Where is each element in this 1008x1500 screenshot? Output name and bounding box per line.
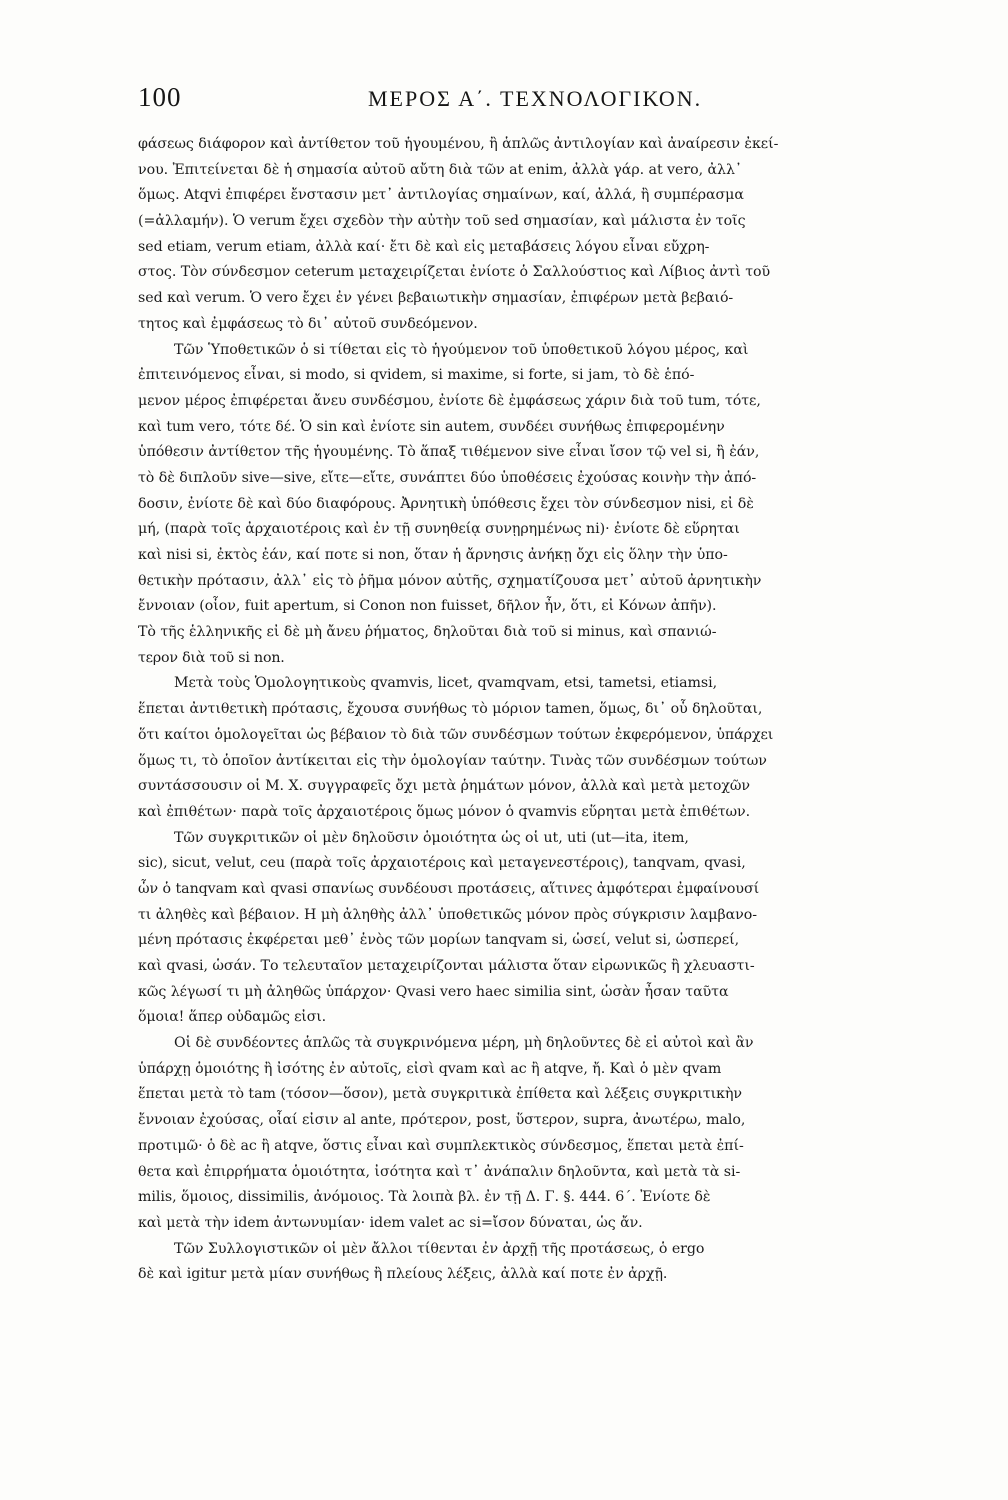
text-line: ὑπόθεσιν ἀντίθετον τῆς ἡγουμένης. Τὸ ἅπαξ τιθέμενον sive εἶναι ἴσον τῷ vel si, ἢ ἐάν,	[138, 444, 760, 461]
text-line: μενον μέρος ἐπιφέρεται ἄνευ συνδέσμου, ἐνίοτε δὲ ἐμφάσεως χάριν διὰ τοῦ tum, τότε,	[138, 392, 761, 409]
text-line: ὅμοια! ἅπερ οὐδαμῶς εἰσι.	[138, 1009, 326, 1026]
text-line: τητος καὶ ἐμφάσεως τὸ δι᾽ αὐτοῦ συνδεόμενον.	[138, 315, 478, 332]
text-line: τερον διὰ τοῦ si non.	[138, 649, 285, 666]
text-line: θετικὴν πρότασιν, ἀλλ᾽ εἰς τὸ ῥῆμα μόνον αὐτῆς, σχηματίζουσα μετ᾽ αὐτοῦ ἀρνητικὴν	[138, 572, 762, 589]
text-line: ἔννοιαν ἐχούσας, οἷαί εἰσιν al ante, πρότερον, post, ὕστερον, supra, ἀνωτέρω, malo,	[138, 1112, 746, 1129]
text-line: ὅτι καίτοι ὁμολογεῖται ὡς βέβαιον τὸ διὰ τῶν συνδέσμων τούτων ἐκφερόμενον, ὑπάρχει	[138, 726, 774, 743]
text-line: θετα καὶ ἐπιρρήματα ὁμοιότητα, ἰσότητα καὶ τ᾽ ἀνάπαλιν δηλοῦντα, καὶ μετὰ τὰ si-	[138, 1163, 741, 1180]
text-line: δοσιν, ἐνίοτε δὲ καὶ δύο διαφόρους. Ἀρνητικὴ ὑπόθεσις ἔχει τὸν σύνδεσμον nisi, εἰ δὲ	[138, 495, 754, 512]
text-line: ἐπιτεινόμενος εἶναι, si modo, si qvidem, si maxime, si forte, si jam, τὸ δὲ ἑπό-	[138, 367, 695, 384]
text-line: τι ἀληθὲς καὶ βέβαιον. Η μὴ ἀληθὴς ἀλλ᾽ ὑποθετικῶς μόνον πρὸς σύγκρισιν λαμβανο-	[138, 906, 757, 923]
text-line: Μετὰ τοὺς Ὁμολογητικοὺς qvamvis, licet, qvamqvam, etsi, tametsi, etiamsi,	[174, 675, 718, 692]
text-line: sed etiam, verum etiam, ἀλλὰ καί· ἔτι δὲ καὶ εἰς μεταβάσεις λόγου εἶναι εὔχρη-	[138, 238, 710, 255]
text-line: καὶ tum vero, τότε δέ. Ὁ sin καὶ ἐνίοτε sin autem, συνδέει συνήθως ἐπιφερομένην	[138, 418, 725, 435]
text-line: Τῶν συγκριτικῶν οἱ μὲν δηλοῦσιν ὁμοιότητα ὡς οἱ ut, uti (ut—ita, item,	[174, 829, 689, 846]
text-line: μένη πρότασις ἐκφέρεται μεθ᾽ ἑνὸς τῶν μορίων tanqvam si, ὡσεί, velut si, ὡσπερεί,	[138, 932, 740, 949]
text-line: ἔννοιαν (οἷον, fuit apertum, si Conon non fuisset, δῆλον ἦν, ὅτι, εἰ Κόνων ἀπῆν).	[138, 598, 717, 615]
body-text	[138, 132, 994, 1288]
text-line: τὸ δὲ διπλοῦν sive—sive, εἴτε—εἴτε, συνάπτει δύο ὑποθέσεις ἐχούσας κοινὴν τὴν ἀπό-	[138, 469, 757, 486]
text-line: προτιμῶ· ὁ δὲ ac ἢ atqve, ὅστις εἶναι καὶ συμπλεκτικὸς σύνδεσμος, ἕπεται μετὰ ἐπί-	[138, 1137, 744, 1154]
text-line: ὅμως. Atqvi ἐπιφέρει ἔνστασιν μετ᾽ ἀντιλογίας σημαίνων, καί, ἀλλά, ἢ συμπέρασμα	[138, 187, 744, 204]
text-line: milis, ὅμοιος, dissimilis, ἀνόμοιος. Τὰ λοιπὰ βλ. ἐν τῇ Δ. Γ. §. 444. 6΄. Ἐνίοτε δὲ	[138, 1189, 711, 1206]
text-line: καὶ qvasi, ὡσάν. Το τελευταῖον μεταχειρίζονται μάλιστα ὅταν εἰρωνικῶς ἢ χλευαστι-	[138, 958, 755, 974]
text-line: Τῶν Ὑποθετικῶν ὁ si τίθεται εἰς τὸ ἡγούμενον τοῦ ὑποθετικοῦ λόγου μέρος, καὶ	[174, 341, 749, 358]
text-line: Τῶν Συλλογιστικῶν οἱ μὲν ἄλλοι τίθενται ἐν ἀρχῇ τῆς προτάσεως, ὁ ergo	[174, 1240, 705, 1257]
running-head: ΜΕΡΟΣ Α΄. ΤΕΧΝΟΛΟΓΙΚΟΝ.	[368, 86, 703, 111]
text-line: sic), sicut, velut, ceu (παρὰ τοῖς ἀρχαιοτέροις καὶ μεταγενεστέροις), tanqvam, qvasi,	[138, 855, 746, 872]
text-line: νου. Ἐπιτείνεται δὲ ἡ σημασία αὐτοῦ αὔτη διὰ τῶν at enim, ἀλλὰ γάρ. at vero, ἀλλ᾽	[138, 161, 742, 178]
text-line: καὶ ἐπιθέτων· παρὰ τοῖς ἀρχαιοτέροις ὅμως μόνον ὁ qvamvis εὕρηται μετὰ ἐπιθέτων.	[138, 803, 751, 820]
page-header	[138, 82, 998, 122]
text-line: sed καὶ verum. Ὁ vero ἔχει ἐν γένει βεβαιωτικὴν σημασίαν, ἐπιφέρων μετὰ βεβαιό-	[138, 290, 734, 307]
text-line: φάσεως διάφορον καὶ ἀντίθετον τοῦ ἡγουμένου, ἢ ἁπλῶς ἀντιλογίαν καὶ ἀναίρεσιν ἐκεί-	[138, 136, 779, 152]
text-line: ὅμως τι, τὸ ὁποῖον ἀντίκειται εἰς τὴν ὁμολογίαν ταύτην. Τινὰς τῶν συνδέσμων τούτων	[138, 752, 767, 769]
text-line: κῶς λέγωσί τι μὴ ἀληθῶς ὑπάρχον· Qvasi vero haec similia sint, ὡσὰν ἦσαν ταῦτα	[138, 983, 729, 1000]
text-line: καὶ μετὰ τὴν idem ἀντωνυμίαν· idem valet ac si=ἴσον δύναται, ὡς ἄν.	[138, 1214, 643, 1231]
text-line: ὧν ὁ tanqvam καὶ qvasi σπανίως συνδέουσι προτάσεις, αἵτινες ἀμφότεραι ἐμφαίνουσί	[138, 880, 760, 897]
text-line: ἕπεται ἀντιθετικὴ πρότασις, ἔχουσα συνήθως τὸ μόριον tamen, ὅμως, δι᾽ οὗ δηλοῦται,	[138, 701, 763, 718]
text-line: συντάσσουσιν οἱ Μ. Χ. συγγραφεῖς ὄχι μετὰ ῥημάτων μόνον, ἀλλὰ καὶ μετὰ μετοχῶν	[138, 778, 751, 795]
page-number: 100	[138, 82, 182, 112]
text-line: Οἱ δὲ συνδέοντες ἁπλῶς τὰ συγκρινόμενα μέρη, μὴ δηλοῦντες δὲ εἰ αὐτοὶ καὶ ἂν	[174, 1035, 754, 1052]
text-line: ἕπεται μετὰ τὸ tam (τόσον—ὅσον), μετὰ συγκριτικὰ ἐπίθετα καὶ λέξεις συγκριτικὴν	[138, 1086, 742, 1103]
text-line: (=ἀλλαμήν). Ὁ verum ἔχει σχεδὸν τὴν αὐτὴν τοῦ sed σημασίαν, καὶ μάλιστα ἐν τοῖς	[138, 213, 746, 230]
text-line: Τὸ τῆς ἑλληνικῆς εἰ δὲ μὴ ἄνευ ῥήματος, δηλοῦται διὰ τοῦ si minus, καὶ σπανιώ-	[138, 624, 717, 641]
text-line: καὶ nisi si, ἐκτὸς ἐάν, καί ποτε si non, ὅταν ἡ ἄρνησις ἀνήκῃ ὄχι εἰς ὅλην τὴν ὑπο-	[138, 547, 728, 563]
text-line: ὑπάρχῃ ὁμοιότης ἢ ἰσότης ἐν αὐτοῖς, εἰσὶ qvam καὶ ac ἢ atqve, ἤ. Καὶ ὁ μὲν qvam	[138, 1060, 722, 1077]
text-line: μή, (παρὰ τοῖς ἀρχαιοτέροις καὶ ἐν τῇ συνηθείᾳ συνῃρημένως ni)· ἐνίοτε δὲ εὕρηται	[138, 521, 740, 538]
text-line: δὲ καὶ igitur μετὰ μίαν συνήθως ἢ πλείους λέξεις, ἀλλὰ καί ποτε ἐν ἀρχῇ.	[138, 1266, 668, 1283]
text-line: στος. Τὸν σύνδεσμον ceterum μεταχειρίζεται ἐνίοτε ὁ Σαλλούστιος καὶ Λίβιος ἀντὶ τοῦ	[138, 264, 771, 281]
